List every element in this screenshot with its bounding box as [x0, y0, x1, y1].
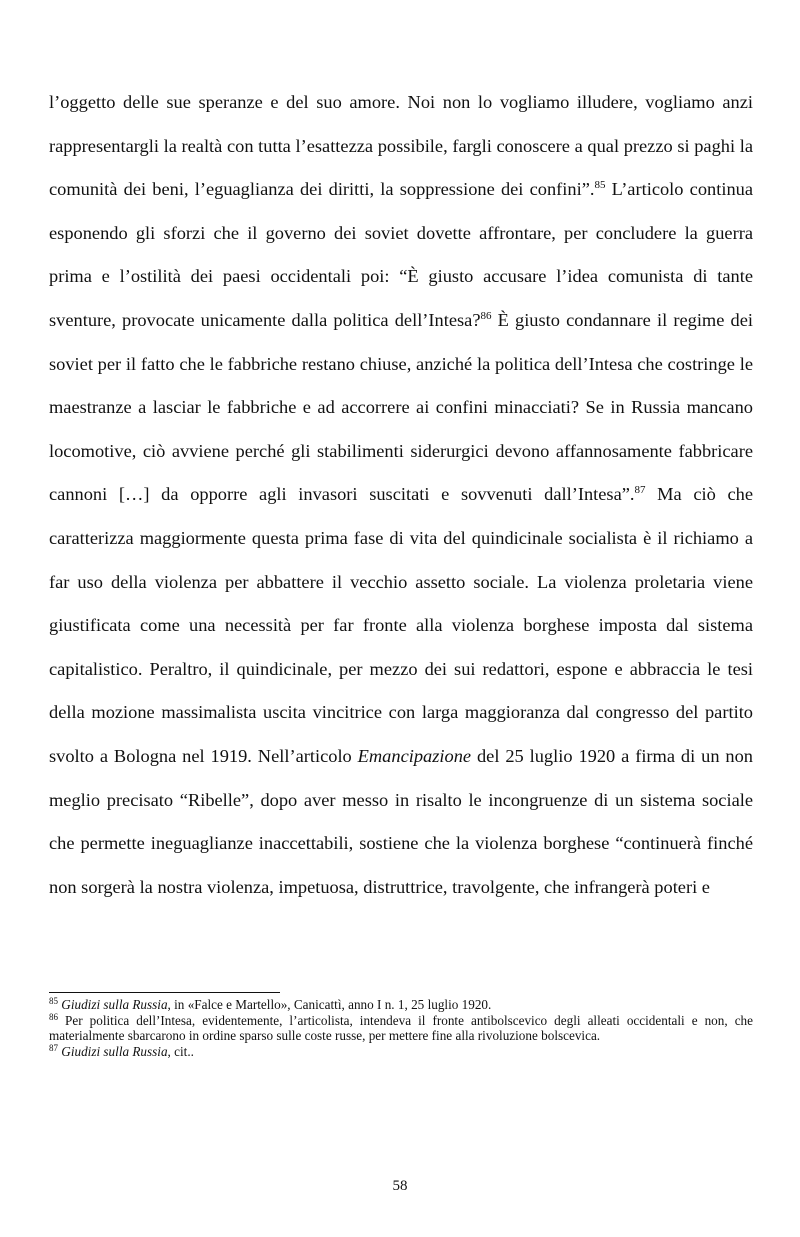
footnote-number: 87 [49, 1042, 58, 1053]
footnote-separator [49, 992, 280, 993]
text-segment: del 25 luglio 1920 a firma di un non meglio precisato “Ribelle”, dopo aver messo in risalto le incongruenze di un sistema sociale che permette ineguaglianze inaccettabili, sostiene che la violenza borghese “continuerà finché non sorgerà la nostra violenza, impetuosa, distruttrice, travolgente, che infrangerà poteri e [49, 745, 754, 897]
footnote-ref-86[interactable]: 86 [480, 309, 492, 322]
footnote-ref-87[interactable]: 87 [634, 484, 646, 497]
footnote-text: Per politica dell’Intesa, evidentemente, l’articolista, intendeva il fronte antibolscevico degli alleati occidentali e non, che materialmente sbarcarono in ordine sparso sulle coste russe, per mettere fine alla rivoluzione bolscevica. [49, 1012, 753, 1044]
footnote-ref-85[interactable]: 85 [594, 179, 606, 192]
footnote-86 [49, 1013, 753, 1044]
footnote-number: 85 [49, 996, 58, 1006]
footnote-87 [49, 1044, 753, 1060]
text-segment: Ma ciò che caratterizza maggiormente questa prima fase di vita del quindicinale socialista è il richiamo a far uso della violenza per abbattere il vecchio assetto sociale. La violenza proletaria viene giustificata come una necessità per far fronte alla violenza borghese imposta dal sistema capitalistico. Peraltro, il quindicinale, per mezzo dei sui redattori, espone e abbraccia le tesi della mozione massimalista uscita vincitrice con larga maggioranza dal congresso del partito svolto a Bologna nel 1919. Nell’articolo [49, 484, 754, 766]
text-segment: L’articolo continua esponendo gli sforzi che il governo dei soviet dovette affrontare, per concludere la guerra prima e l’ostilità dei paesi occidentali poi: “È giusto accusare l’idea comunista di tante sventure, provocate unicamente dalla politica dell’Intesa? [49, 179, 753, 330]
footnote-85 [49, 997, 753, 1013]
footnote-italic: Giudizi sulla Russia [61, 997, 168, 1012]
footnote-number: 86 [49, 1011, 58, 1022]
footnote-text: , in «Falce e Martello», Canicattì, anno I n. 1, 25 luglio 1920. [167, 997, 492, 1012]
page-number: 58 [392, 1178, 408, 1194]
main-paragraph [49, 81, 753, 909]
article-title: Emancipazione [357, 745, 472, 766]
footnotes [49, 997, 753, 1059]
footnote-italic: Giudizi sulla Russia [61, 1043, 168, 1059]
footnote-text: , cit.. [167, 1043, 194, 1059]
text-segment: È giusto condannare il regime dei soviet per il fatto che le fabbriche restano chiuse, anziché la politica dell’Intesa che costringe le maestranze a lasciar le fabbriche e ad accorrere ai confini minacciati? Se in Russia mancano locomotive, ciò avviene perché gli stabilimenti siderurgici devono affannosamente fabbricare cannoni […] da opporre agli invasori suscitati e sovvenuti dall’Intesa”. [49, 309, 753, 505]
text-segment: l’oggetto delle sue speranze e del suo amore. Noi non lo vogliamo illudere, vogliamo anzi rappresentargli la realtà con tutta l’esattezza possibile, fargli conoscere a qual prezzo si paghi la comunità dei beni, l’eguaglianza dei diritti, la soppressione dei confini”. [49, 92, 753, 200]
